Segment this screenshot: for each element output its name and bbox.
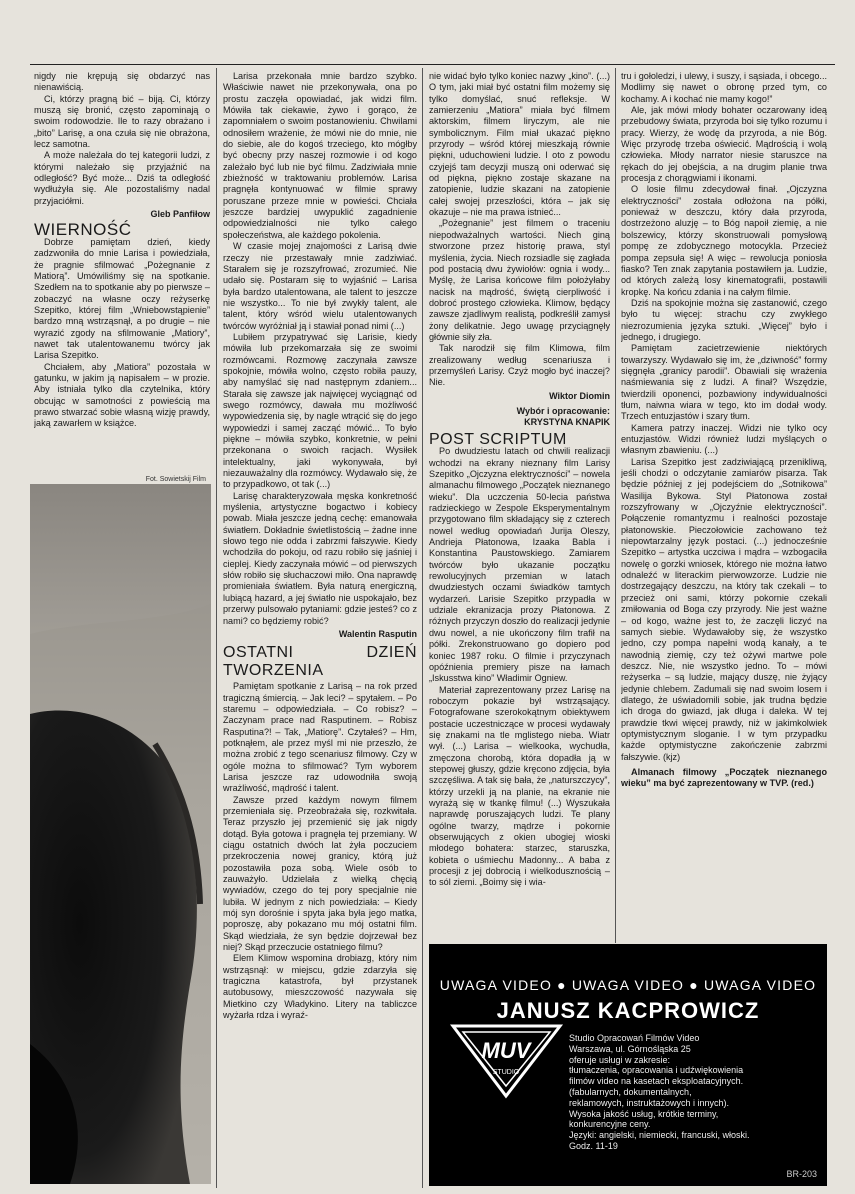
section-heading: WIERNOŚĆ [34,220,132,240]
ad-line: Godz. 11-19 [569,1140,618,1151]
section-heading: POST SCRIPTUM [429,430,567,448]
ad-line: konkurencyjne ceny. [569,1119,651,1130]
paragraph: Chciałem, aby „Matiora” pozostała w gatunku, w jakim ją napisałem – w prozie. Aby istniała tylko dla czytelnika, który obcując w samotności z powieścią ma prawo stwarzać sobie własną wizję prawdy, jaką zawarłem w książce. [34,361,210,429]
paragraph: O losie filmu zdecydował finał. „Ojczyzna elektryczności” została odłożona na półki, ponieważ w deszczu, który dała przyroda, dostrzeżono aluzję – to Bóg napoił ziemię, a nie bolszewicy, którzy skonstruowali pomysłową pompę ze zdobycznego motocykla. Przecież pompa zepsuła się! A więc – rewolucja poniosła fiasko? Ten znak zapytania postawiłem ja. Ludzie, od których zależą losy kinematografii, postawili kropkę. Na końcu zdania i na całym filmie. [621,184,827,297]
column-divider [615,68,616,943]
paragraph: Dobrze pamiętam dzień, kiedy zadzwoniła do mnie Larisa i powiedziała, że pragnie sfilmować „Pożegnanie z Matiorą”. Umówiliśmy się na spotkanie. Szedłem na to spotkanie aby po pierwsze – zobaczyć na własne oczy reżyserkę Szepitko, której film „Wniebowstąpienie” bardzo mną wstrząsnął, a po drugie – nie wyrazić zgody na sfilmowanie „Matiory”, nawet tak utalentowanemu twórcy jak Larisa Szepitko. [34,236,210,361]
ad-line: Warszawa, ul. Górnośląska 25 [569,1043,691,1054]
column-4 [621,71,827,937]
paragraph: „Pożegnanie” jest filmem o traceniu niepodważalnych wartości. Niech giną stworzone przez historię prawa, styl myślenia, życia. Niech rozsiadle się zagłada pod postacią dwu żywiołów: ognia i wody... Myślę, że Larisa końcowe film położyłaby nacisk na mądrość, świętą cierpliwość i dobroć prostego człowieka. Klimow, będący zawsze zjadliwym realistą, podkreślił zamysł żony delikatnie. Jego uwagę przyciągnęły głównie siły zła. [429,218,610,342]
ad-line: Wysoka jakość usług, krótkie terminy, [569,1108,719,1119]
column-1 [34,71,210,481]
paragraph: Ale, jak mówi młody bohater oczarowany ideą przebudowy świata, przyroda boi się tylko rozumu i pracy. Wierzy, że wodę da przyroda, a nie Bóg. Więc przyrodę trzeba oświecić. Mądrością i wolą człowieka. Młody narrator niesie staruszce na rękach do jej obejścia, a na drugim planie trwa procesja z chorągwiami i ikonami. [621,105,827,184]
ad-line: Języki: angielski, niemiecki, francuski, włoski. [569,1130,750,1141]
paragraph: Lubiłem przypatrywać się Larisie, kiedy mówiła lub przekomarzała się ze swoimi rozmówcami. Rozmowę zaczynała zawsze spokojnie, mówiła wolno, często robiła pauzy, aby namyślać się nad następnym zdaniem... Starała się zawsze jak najwięcej wyciągnąć od swego rozmówcy, dawała mu możliwość wypowiedzenia się, by nagle wtrącić się do jego wypowiedzi i samej zacząć mówić... To było piękne – mówiła szybko, konkretnie, w pełni przekonana o swoich racjach. Wysiłek intelektualny, jaki wykonywała, był niezauważalny dla rozmówcy. Wydawało się, że to przypadkowo, ot tak (...) [223,331,417,490]
paragraph: Kamera patrzy inaczej. Widzi nie tylko ocy entuzjastów. Widzi również ludzi myślących o własnym zbawieniu. (...) [621,422,827,456]
ad-line: Studio Opracowań Filmów Video [569,1033,700,1043]
credit-label: Wybór i opracowanie: [516,405,610,416]
ad-details [569,1033,819,1152]
ad-code: BR-203 [786,1169,817,1179]
paragraph: nie widać było tylko koniec nazwy „kino”. (...) O tym, jaki miał być ostatni film możemy się tylko domyślać, snuć refleksje. W zamierzeniu „Matiora” miała być filmem aktorskim, filmem liryczym, ale nie symbolicznym. Film miał ukazać piękno przyrody – wśród której mieszkają równie piękni, uduchowieni ludzie. I oto z powodu czyjejś tam decyzji muszą oni oderwać się od piękna, piękno zostaje skazane na zatopienie, ludzie skazani na zatopienie całej swojej przeszłości, która – jak się okazuje – nie ma prawa istnieć... [429,71,610,218]
paragraph: tru i gołoledzi, i ulewy, i suszy, i sąsiada, i obcego... Modlimy się nawet o obronę przed tym, co kochamy. A i kochać nie mamy kogo!” [621,71,827,104]
paragraph: Elem Klimow wspomina drobiazg, który nim wstrząsnął: w miejscu, gdzie zdarzyła się tragiczna katastrofa, był przystanek autobusowy, mieszczowość nazywała się Mietkino czy Władykino. Litery na tabliczce wyżarła rdza i wyraź- [223,953,417,1021]
credit-name: KRYSTYNA KNAPIK [524,416,610,427]
logo-subtext: STUDIO [492,1069,520,1076]
ad-line: oferuje usługi w zakresie: [569,1054,671,1065]
paragraph: Pamiętam spotkanie z Larisą – na rok przed tragiczną śmiercią. – Jak leci? – spytałem. – Po staremu – odpowiedziała. – Co robisz? – Zaczynam prace nad Rasputinem. – Robisz Rasputina?! – Tak, „Matiorę”. Czytałeś? – Hm, potknąłem, ale przez myśl mi nie przeszło, że można zrobić z tego scenariusz filmowy. Czy w ogóle można to sfilmować? Tym wyborem Larisa jeszcze raz udowodniła swoją wrażliwość, mądrość i talent. [223,681,417,794]
column-2 [223,71,417,1189]
paragraph: Dziś na spokojnie można się zastanowić, czego było tu więcej: strachu czy zwykłego niezrozumienia języka sztuki. „Więcej” było i jednego, i drugiego. [621,297,827,342]
paragraph: Larisa Szepitko jest zadziwiającą przenikliwą, jeśli chodzi o odczytanie zamiarów pisarza. Tak będzie później z jej podejściem do „Sotnikowa” Wasilija Bykowa. Styl Płatonowa został rozszyfrowany w „Ojczyźnie elektryczności”. Połączenie romantyzmu i realności pozostaje płatonowskie. Pieczołowicie zachowano też niepowtarzalny język postaci. (...) jednocześnie Szepitko – artystka uczciwa i mądra – wzbogaciła nowelę o gorzki wniosek, którego nie można łatwo odnaleźć w literackim pierwowzorze. Ludzie nie dostrzegający deszczu, na który tak czekali – to przecież oni sami, którzy pokornie czekali zmiłowania od Boga czy przyrody. Nie jest ważne – od kogo, ważne jest to, że zaczęli liczyć na samych siebie. Wydawałoby się, że wszystko jedno, czy pompa napełni wodą kanały, a te nawodnią ziemię, czy też ożywi martwe pole deszcz. Nie, nie wszystko jedno. To – mówi reżyserka – są ludzie, mający duszę, nie żyjący jedynie chlebem. Zadumali się nad swoim losem i dlatego, że uświadomili sobie, jak trudna będzie ich droga do gwiazd, jak długa i daleka. W tej prawdzie tkwi więcej prawdy, niż w jakimkolwiek optymistycznym sloganie. I w tym przypadku każde optymistyczne zakończenie zabrzmi fałszywie. (kjz) [621,456,827,762]
paragraph: Larisę charakteryzowała męska konkretność myślenia, artystyczne bogactwo i kobiecy powab. Miała jeszcze jedną cechę: emanowała światłem. Dokładnie świetlistością – żadne inne słowo tego nie odda i zabrzmi fałszywie. Kiedy wchodziła do pokoju, od razu robiło się jaśniej i cieplej. Kiedy zaczynała mówić – od pierwszych słów robiło się słuchaczowi miło. Ona naprawdę promieniała światłem. Była naturą energiczną, lubiącą hazard, a jej światło nie uspokajało, bez przerwy pulsowało pytaniami: gdzie jesteś? co z nami? co będziemy robić? [223,490,417,626]
portrait-photo [30,484,211,1184]
byline: Gleb Panfiłow [150,209,210,220]
byline: Wiktor Diomin [549,390,610,401]
ad-line: reklamowych, instruktażowych i innych). [569,1097,730,1108]
editorial-note: Almanach filmowy „Początek nieznanego wieku” ma być zaprezentowany w TVP. (red.) [621,766,827,789]
paragraph: nigdy nie krępują się obdarzyć nas nienawiścią. [34,71,210,93]
paragraph: W czasie mojej znajomości z Larisą dwie rzeczy nie przestawały mnie zadziwiać. Starałem się je rozszyfrować, zrozumieć. Nie udało się. Postaram się to wyjaśnić – Larisa była bardzo utalentowana, ale talent to jeszcze nie wszystko... To nie był zwykły talent, ale talent, który wśród wielu utalentowanych twórców wyróżniał ją i stawiał ponad nimi (...) [223,241,417,331]
ad-name: JANUSZ KACPROWICZ [496,998,760,1023]
advertisement [429,944,827,1186]
paragraph: Pamiętam zacietrzewienie niektórych towarzyszy. Wydawało się im, że „dziwność” formy sięgnęła „granicy parodii”. Obawiali się wrażenia naśmiewania się z ludzi. A finał? Wszędzie, twierdzili oponenci, pozbawiony indywidualności tłum, naiwna wiara w tego, kto im dodał wody. Trzech entuzjastów i szary tłum. [621,343,827,422]
ad-line: tłumaczenia, opracowania i udźwiękowienia [569,1065,744,1076]
top-rule [30,64,835,65]
paragraph: Materiał zaprezentowany przez Larisę na roboczym pokazie był wstrząsający. Fotografowane szerokokątnym obiektywem postacie uczestniczące w procesi wydawały się znakami na tle mglistego nieba. Wiatr wył. (...) Larisa – wielkooka, wychudła, zmęczona chorobą, która dopadła ją w stepowej głuszy, gdzie kręcono zdjęcia, była szczęśliwa. A tak się bała, że „naturszczycy”, którzy urzekli ją na planie, na ekranie nie wyrażą się w tkankę filmu! (...) Wyszukała naprawdę poruszających ludzi. Te plany ogólne twarzy, mądrze i pokornie obserwujących z okien ubogiej wioski młodego bohatera: starzec, staruszka, kobieta o uśmiechu Madonny... A baba z procesji z jej dobrocią i wielkodusznością – to sól ziemi. „Boimy się i wia- [429,684,610,888]
paragraph: Ci, którzy pragną bić – biją. Ci, którzy muszą się bronić, często zapominają o swoim rodowodzie. Ile to razy obrażano i „bito” Larisę, a ona czuła się nie obrażona, lecz samotna. [34,93,210,150]
paragraph: Zawsze przed każdym nowym filmem przemieniała się. Przeobrażała się, rozkwitała. Teraz przyszło jej przemienić się jak nigdy dotąd. Była gotowa i pragnęła tej przemiany. W ciągu ostatnich dwóch lat żyła poczuciem przekroczenia nowej granicy, którą już pozostawiła poza sobą. Wiele osób to zauważyło. Udzielała z wielką chęcią wywiadów, czego do tej pory specjalnie nie lubiła. W jednym z nich powiedziała: – Kiedy mój syn dorośnie i spyta jaka była jego matka, poproszę, aby pokazano mu mój ostatni film. Skąd wiedziała, że syn będzie dojrzewał bez niej? Skąd przeczucie ostatniego filmu? [223,794,417,953]
ad-headline: UWAGA VIDEO ● UWAGA VIDEO ● UWAGA VIDEO [439,977,817,993]
column-divider [422,68,423,1188]
column-divider [216,68,217,1188]
paragraph: Larisa przekonała mnie bardzo szybko. Właściwie nawet nie przekonywała, ona po prostu zaczęła opowiadać, jak widzi film. Mówiła tak ciekawie, żywo i gorąco, że zapomniałem o swoim postanowieniu. Chwilami odnosiłem wrażenie, że mówi nie do mnie, nie do siebie, ale do kogoś trzeciego, kto mógłby być obecny przy naszej rozmowie i od kogo zależało być lub nie być filmu. Zadziwiała mnie zbieżność w traktowaniu problemów. Larisa pragnęła kontynuować w filmie sprawy poruszane przeze mnie w powieści. Chciała jeszcze bardziej uwypuklić zagadnienie odpowiedzialności nie tylko całego społeczeństwa, ale każdego pokolenia. [223,71,417,240]
photo-image [30,484,211,1184]
byline: Walentin Rasputin [338,628,417,639]
editor-credit [429,406,610,428]
paragraph: A może należała do tej kategorii ludzi, z którymi należało się przyjaźnić na odległość? Być może... Dziś ta odległość wydłużyła się. Ale pozostaliśmy nadal przyjaciółmi. [34,150,210,206]
section-heading: OSTATNI DZIEŃ TWORZENIA [223,644,417,680]
studio-logo [449,1022,564,1100]
photo-caption: Fot. Sowietskij Film [145,476,206,483]
column-3 [429,71,610,939]
ad-line: filmów video na kasetach eksploatacyjnych. [569,1076,744,1087]
ad-line: (fabularnych, dokumentalnych, [569,1086,692,1097]
paragraph: Po dwudziestu latach od chwili realizacji wchodzi na ekrany nieznany film Larisy Szepitko „Ojczyzna elektryczności” – nowela almanachu filmowego „Początek nieznanego wieku”. Dla uczczenia 50-lecia państwa radzieckiego w Zespole Eksperymentalnym przygotowano film składający się z czterech nowel według opowiadań Jurija Oleszy, Andrieja Płatonowa, Izaaka Babla i Konstantina Paustowskiego. Zamiarem twórców było ukazanie początku rewolucyjnych przemian w latach dwudziestych oczami świadków tamtych wydarzeń. Larisie Szepitko przypadła w udziale ekranizacja prozy Płatonowa. Z różnych przyczyn doszło do realizacji jedynie dwu nowel, a nie ukończony film trafił na półki. Zrekonstruowano go dopiero pod koniec 1987 roku. O filmie i przyczynach opóźnienia premiery pisze na łamach „Iskusstwa kino” Władimir Ogniew. [429,446,610,684]
logo-text: MUV [481,1038,531,1063]
paragraph: Tak narodził się film Klimowa, film zrealizowany według scenariusza i przemyśleń Larisy. Czyż mogło być inaczej? Nie. [429,343,610,388]
